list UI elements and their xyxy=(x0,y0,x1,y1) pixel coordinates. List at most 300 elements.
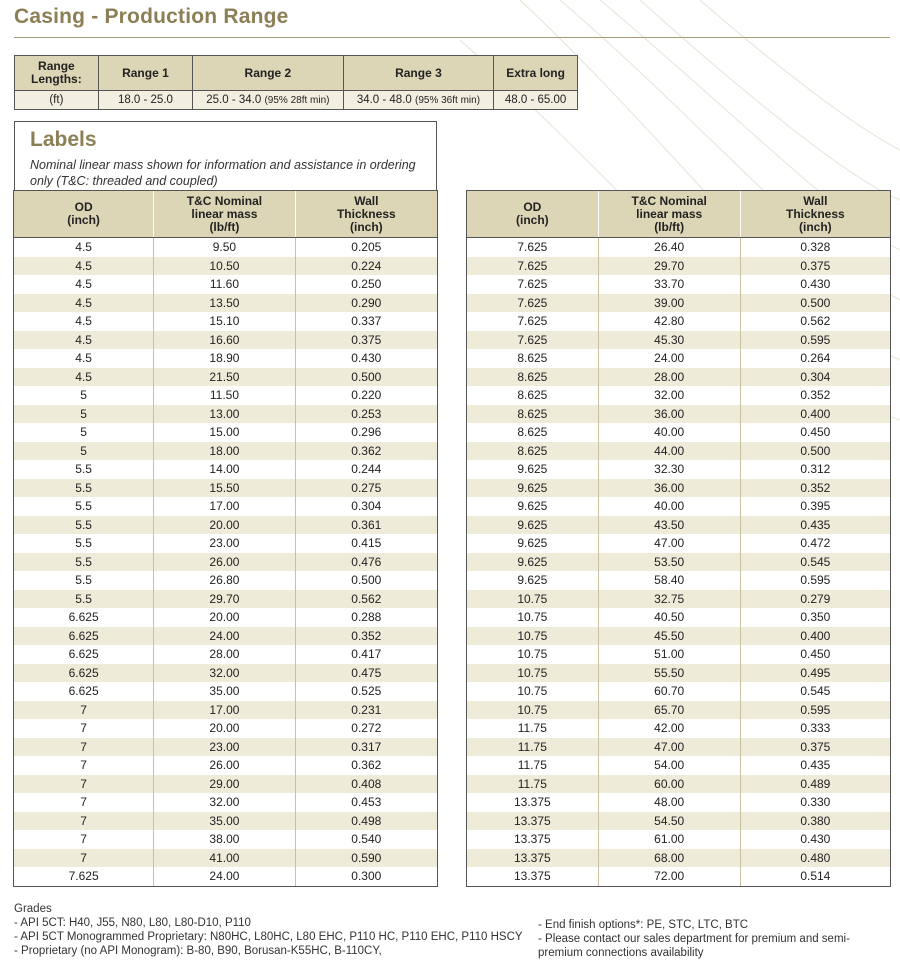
wall-cell: 0.435 xyxy=(740,756,890,775)
mass-cell: 13.50 xyxy=(154,294,295,313)
od-column-header: OD (inch) xyxy=(14,191,154,238)
od-cell: 9.625 xyxy=(517,536,548,551)
range-2-main: 25.0 - 34.0 xyxy=(206,94,262,106)
od-cell: 5 xyxy=(14,405,154,424)
mass-cell: 21.50 xyxy=(154,368,295,387)
mass-cell: 32.30 xyxy=(598,460,740,479)
table-row xyxy=(467,460,890,479)
od-cell: 7 xyxy=(80,721,87,736)
mass-cell: 10.50 xyxy=(154,257,295,276)
mass-cell: 60.70 xyxy=(598,682,740,701)
wall-cell: 0.220 xyxy=(295,386,437,405)
mass-cell: 47.00 xyxy=(598,738,740,757)
table-row xyxy=(14,608,437,627)
od-cell: 7 xyxy=(80,795,87,810)
wall-cell: 0.375 xyxy=(295,331,437,350)
wall-cell: 0.312 xyxy=(740,460,890,479)
wall-cell: 0.500 xyxy=(295,571,437,590)
wall-cell: 0.304 xyxy=(740,368,890,387)
mass-cell: 33.70 xyxy=(598,275,740,294)
od-cell: 7 xyxy=(14,775,154,794)
extra-long-header: Extra long xyxy=(494,56,578,91)
wall-cell: 0.279 xyxy=(740,590,890,609)
table-row xyxy=(467,294,890,313)
table-row xyxy=(467,719,890,738)
table-row xyxy=(467,368,890,387)
wall-cell: 0.250 xyxy=(295,275,437,294)
range-1-header: Range 1 xyxy=(98,56,192,91)
od-cell: 11.75 xyxy=(467,738,598,757)
od-cell: 7 xyxy=(14,812,154,831)
table-row xyxy=(467,516,890,535)
table-row xyxy=(14,479,437,498)
table-row xyxy=(467,830,890,849)
wall-cell: 0.395 xyxy=(740,497,890,516)
wall-cell: 0.417 xyxy=(295,645,437,664)
od-cell: 7 xyxy=(80,832,87,847)
table-row xyxy=(467,775,890,794)
mass-cell: 43.50 xyxy=(598,516,740,535)
wall-cell: 0.330 xyxy=(740,793,890,812)
od-cell: 8.625 xyxy=(517,388,548,403)
od-cell: 13.375 xyxy=(513,869,551,884)
wall-cell: 0.300 xyxy=(295,867,437,886)
wall-column-header: Wall Thickness (inch) xyxy=(740,191,890,238)
mass-cell: 23.00 xyxy=(154,738,295,757)
mass-cell: 14.00 xyxy=(154,460,295,479)
table-row xyxy=(14,331,437,350)
wall-cell: 0.595 xyxy=(740,571,890,590)
mass-cell: 26.00 xyxy=(154,553,295,572)
table-row xyxy=(467,238,890,257)
od-cell: 13.375 xyxy=(467,849,598,868)
mass-cell: 42.00 xyxy=(598,719,740,738)
mass-cell: 20.00 xyxy=(154,719,295,738)
wall-cell: 0.500 xyxy=(740,442,890,461)
wall-cell: 0.430 xyxy=(740,275,890,294)
notes-line-2: - Please contact our sales department for premium and semi-premium connections availability xyxy=(538,933,850,959)
table-row xyxy=(14,590,437,609)
wall-cell: 0.296 xyxy=(295,423,437,442)
wall-cell: 0.415 xyxy=(295,534,437,553)
wall-cell: 0.224 xyxy=(295,257,437,276)
mass-cell: 28.00 xyxy=(598,368,740,387)
table-row xyxy=(14,553,437,572)
table-row xyxy=(14,368,437,387)
range-2-value xyxy=(193,91,344,110)
wall-cell: 0.453 xyxy=(295,793,437,812)
table-row xyxy=(467,608,890,627)
od-cell: 6.625 xyxy=(14,627,154,646)
mass-cell: 15.50 xyxy=(154,479,295,498)
title-divider xyxy=(14,37,890,38)
table-row xyxy=(467,442,890,461)
wall-cell: 0.275 xyxy=(295,479,437,498)
table-row xyxy=(467,645,890,664)
wall-cell: 0.545 xyxy=(740,553,890,572)
table-row xyxy=(14,830,437,849)
wall-cell: 0.500 xyxy=(295,368,437,387)
wall-cell: 0.489 xyxy=(740,775,890,794)
labels-note: Nominal linear mass shown for information and assistance in ordering only (T&C: threaded and coupled) xyxy=(30,158,416,188)
od-cell: 5.5 xyxy=(75,536,92,551)
od-cell: 10.75 xyxy=(467,664,598,683)
mass-cell: 15.10 xyxy=(154,312,295,331)
mass-cell: 26.00 xyxy=(154,756,295,775)
table-row xyxy=(14,534,437,553)
table-header-row xyxy=(467,191,890,238)
od-cell: 5.5 xyxy=(75,499,92,514)
wall-cell: 0.408 xyxy=(295,775,437,794)
range-3-value xyxy=(343,91,494,110)
grades-line-1: - API 5CT: H40, J55, N80, L80, L80-D10, P110 xyxy=(14,917,251,929)
mass-cell: 45.30 xyxy=(598,331,740,350)
table-row xyxy=(14,460,437,479)
range-lengths-header: Range Lengths: xyxy=(15,56,99,91)
mass-cell: 24.00 xyxy=(154,867,295,886)
table-body-right xyxy=(467,238,890,886)
od-cell: 6.625 xyxy=(14,664,154,683)
range-2-header: Range 2 xyxy=(193,56,344,91)
range-lengths-table xyxy=(14,55,578,110)
mass-cell: 29.00 xyxy=(154,775,295,794)
table-row xyxy=(467,405,890,424)
wall-cell: 0.480 xyxy=(740,849,890,868)
table-row xyxy=(14,627,437,646)
wall-cell: 0.562 xyxy=(295,590,437,609)
table-row xyxy=(467,793,890,812)
grades-section xyxy=(14,902,534,958)
od-cell: 4.5 xyxy=(14,331,154,350)
mass-cell: 48.00 xyxy=(598,793,740,812)
wall-cell: 0.562 xyxy=(740,312,890,331)
wall-cell: 0.253 xyxy=(295,405,437,424)
od-cell: 10.75 xyxy=(517,684,548,699)
table-row xyxy=(14,275,437,294)
table-row xyxy=(467,664,890,683)
table-row xyxy=(14,516,437,535)
wall-cell: 0.435 xyxy=(740,516,890,535)
range-values-row xyxy=(15,91,578,110)
range-3-main: 34.0 - 48.0 xyxy=(356,94,412,106)
od-cell: 7 xyxy=(14,701,154,720)
od-cell: 4.5 xyxy=(75,351,92,366)
wall-cell: 0.264 xyxy=(740,349,890,368)
table-row xyxy=(467,534,890,553)
od-cell: 5.5 xyxy=(75,462,92,477)
wall-cell: 0.514 xyxy=(740,867,890,886)
wall-cell: 0.317 xyxy=(295,738,437,757)
table-row xyxy=(14,571,437,590)
od-column-header: OD (inch) xyxy=(467,191,598,238)
od-cell: 7 xyxy=(14,738,154,757)
wall-cell: 0.328 xyxy=(740,238,890,257)
mass-cell: 23.00 xyxy=(154,534,295,553)
od-cell: 4.5 xyxy=(75,240,92,255)
mass-cell: 54.00 xyxy=(598,756,740,775)
wall-cell: 0.244 xyxy=(295,460,437,479)
wall-cell: 0.352 xyxy=(295,627,437,646)
mass-cell: 9.50 xyxy=(154,238,295,257)
od-cell: 6.625 xyxy=(68,684,99,699)
mass-cell: 11.60 xyxy=(154,275,295,294)
od-cell: 11.75 xyxy=(467,775,598,794)
od-cell: 6.625 xyxy=(68,610,99,625)
table-row xyxy=(467,349,890,368)
mass-cell: 11.50 xyxy=(154,386,295,405)
grades-line-3: - Proprietary (no API Monogram): B-80, B90, Borusan-K55HC, B-110CY, xyxy=(14,945,382,957)
wall-cell: 0.361 xyxy=(295,516,437,535)
wall-cell: 0.375 xyxy=(740,257,890,276)
range-unit: (ft) xyxy=(15,91,99,110)
mass-cell: 44.00 xyxy=(598,442,740,461)
table-row xyxy=(14,257,437,276)
od-cell: 11.75 xyxy=(517,721,547,736)
mass-column-header: T&C Nominal linear mass (lb/ft) xyxy=(598,191,740,238)
labels-title: Labels xyxy=(30,128,97,151)
mass-cell: 36.00 xyxy=(598,479,740,498)
mass-cell: 60.00 xyxy=(598,775,740,794)
wall-cell: 0.352 xyxy=(740,386,890,405)
mass-cell: 20.00 xyxy=(154,608,295,627)
od-cell: 7.625 xyxy=(517,314,548,329)
table-row xyxy=(467,312,890,331)
mass-cell: 42.80 xyxy=(598,312,740,331)
table-row xyxy=(467,553,890,572)
wall-cell: 0.545 xyxy=(740,682,890,701)
table-row xyxy=(14,738,437,757)
table-row xyxy=(467,571,890,590)
od-cell: 9.625 xyxy=(467,516,598,535)
table-row xyxy=(14,349,437,368)
labels-box xyxy=(14,121,437,192)
table-row xyxy=(467,756,890,775)
od-cell: 9.625 xyxy=(467,479,598,498)
mass-cell: 32.00 xyxy=(598,386,740,405)
mass-cell: 29.70 xyxy=(154,590,295,609)
table-row xyxy=(14,664,437,683)
wall-cell: 0.272 xyxy=(295,719,437,738)
mass-cell: 40.00 xyxy=(598,423,740,442)
table-row xyxy=(467,479,890,498)
mass-column-header: T&C Nominal linear mass (lb/ft) xyxy=(154,191,295,238)
range-2-note: (95% 28ft min) xyxy=(264,95,330,106)
mass-cell: 68.00 xyxy=(598,849,740,868)
od-cell: 5.5 xyxy=(14,479,154,498)
range-header-row xyxy=(15,56,578,91)
mass-cell: 24.00 xyxy=(598,349,740,368)
table-row xyxy=(14,423,437,442)
table-body-left xyxy=(14,238,437,886)
wall-cell: 0.472 xyxy=(740,534,890,553)
od-cell: 8.625 xyxy=(467,442,598,461)
od-cell: 5 xyxy=(14,442,154,461)
wall-cell: 0.595 xyxy=(740,331,890,350)
od-cell: 7.625 xyxy=(467,294,598,313)
wall-cell: 0.495 xyxy=(740,664,890,683)
table-row xyxy=(14,775,437,794)
table-row xyxy=(467,682,890,701)
od-cell: 5 xyxy=(80,388,87,403)
table-row xyxy=(467,423,890,442)
grades-line-2: - API 5CT Monogrammed Proprietary: N80HC, L80HC, L80 EHC, P110 HC, P110 EHC, P110 HSCY xyxy=(14,931,523,943)
mass-cell: 35.00 xyxy=(154,682,295,701)
range-3-note: (95% 36ft min) xyxy=(415,95,481,106)
mass-cell: 40.00 xyxy=(598,497,740,516)
od-cell: 5.5 xyxy=(75,573,92,588)
od-cell: 4.5 xyxy=(75,277,92,292)
wall-cell: 0.540 xyxy=(295,830,437,849)
mass-cell: 51.00 xyxy=(598,645,740,664)
wall-cell: 0.375 xyxy=(740,738,890,757)
od-cell: 9.625 xyxy=(467,553,598,572)
mass-cell: 15.00 xyxy=(154,423,295,442)
table-row xyxy=(467,386,890,405)
table-row xyxy=(467,497,890,516)
notes-section xyxy=(538,918,894,960)
mass-cell: 65.70 xyxy=(598,701,740,720)
wall-cell: 0.450 xyxy=(740,645,890,664)
od-cell: 7.625 xyxy=(517,240,548,255)
od-cell: 9.625 xyxy=(517,573,548,588)
od-cell: 5 xyxy=(80,425,87,440)
od-cell: 13.375 xyxy=(513,795,551,810)
od-cell: 13.375 xyxy=(513,832,551,847)
table-row xyxy=(14,294,437,313)
mass-cell: 32.00 xyxy=(154,793,295,812)
wall-cell: 0.352 xyxy=(740,479,890,498)
mass-cell: 28.00 xyxy=(154,645,295,664)
mass-cell: 26.80 xyxy=(154,571,295,590)
od-cell: 7.625 xyxy=(467,331,598,350)
wall-cell: 0.362 xyxy=(295,442,437,461)
wall-cell: 0.304 xyxy=(295,497,437,516)
wall-column-header: Wall Thickness (inch) xyxy=(295,191,437,238)
wall-cell: 0.290 xyxy=(295,294,437,313)
wall-cell: 0.430 xyxy=(740,830,890,849)
mass-cell: 61.00 xyxy=(598,830,740,849)
mass-cell: 58.40 xyxy=(598,571,740,590)
mass-cell: 32.00 xyxy=(154,664,295,683)
table-row xyxy=(14,756,437,775)
od-cell: 4.5 xyxy=(14,294,154,313)
od-cell: 11.75 xyxy=(517,758,547,773)
wall-cell: 0.498 xyxy=(295,812,437,831)
od-cell: 10.75 xyxy=(467,590,598,609)
table-row xyxy=(14,238,437,257)
table-row xyxy=(14,405,437,424)
table-row xyxy=(14,497,437,516)
table-row xyxy=(14,386,437,405)
table-row xyxy=(14,682,437,701)
mass-cell: 72.00 xyxy=(598,867,740,886)
table-row xyxy=(14,442,437,461)
wall-cell: 0.288 xyxy=(295,608,437,627)
mass-cell: 45.50 xyxy=(598,627,740,646)
wall-cell: 0.450 xyxy=(740,423,890,442)
mass-cell: 53.50 xyxy=(598,553,740,572)
od-cell: 4.5 xyxy=(14,257,154,276)
wall-cell: 0.475 xyxy=(295,664,437,683)
od-cell: 7.625 xyxy=(68,869,99,884)
mass-cell: 29.70 xyxy=(598,257,740,276)
table-row xyxy=(14,645,437,664)
table-row xyxy=(467,257,890,276)
mass-cell: 18.90 xyxy=(154,349,295,368)
od-cell: 8.625 xyxy=(517,351,548,366)
mass-cell: 24.00 xyxy=(154,627,295,646)
table-row xyxy=(467,275,890,294)
table-row xyxy=(467,849,890,868)
mass-cell: 36.00 xyxy=(598,405,740,424)
wall-cell: 0.350 xyxy=(740,608,890,627)
table-row xyxy=(14,719,437,738)
range-3-header: Range 3 xyxy=(343,56,494,91)
od-cell: 7.625 xyxy=(517,277,548,292)
wall-cell: 0.380 xyxy=(740,812,890,831)
od-cell: 7.625 xyxy=(467,257,598,276)
mass-cell: 17.00 xyxy=(154,497,295,516)
table-row xyxy=(467,331,890,350)
mass-cell: 32.75 xyxy=(598,590,740,609)
mass-cell: 54.50 xyxy=(598,812,740,831)
mass-cell: 39.00 xyxy=(598,294,740,313)
mass-cell: 18.00 xyxy=(154,442,295,461)
table-row xyxy=(14,812,437,831)
od-cell: 8.625 xyxy=(467,368,598,387)
table-row xyxy=(467,590,890,609)
mass-cell: 16.60 xyxy=(154,331,295,350)
wall-cell: 0.400 xyxy=(740,405,890,424)
od-cell: 13.375 xyxy=(467,812,598,831)
extra-long-value: 48.0 - 65.00 xyxy=(494,91,578,110)
table-row xyxy=(467,701,890,720)
mass-cell: 17.00 xyxy=(154,701,295,720)
wall-cell: 0.500 xyxy=(740,294,890,313)
table-row xyxy=(14,849,437,868)
wall-cell: 0.430 xyxy=(295,349,437,368)
mass-cell: 26.40 xyxy=(598,238,740,257)
od-cell: 7 xyxy=(80,758,87,773)
od-cell: 8.625 xyxy=(517,425,548,440)
wall-cell: 0.590 xyxy=(295,849,437,868)
table-row xyxy=(467,867,890,886)
od-cell: 6.625 xyxy=(68,647,99,662)
page-title: Casing - Production Range xyxy=(14,5,289,28)
od-cell: 4.5 xyxy=(75,314,92,329)
mass-cell: 20.00 xyxy=(154,516,295,535)
mass-cell: 47.00 xyxy=(598,534,740,553)
wall-cell: 0.231 xyxy=(295,701,437,720)
wall-cell: 0.595 xyxy=(740,701,890,720)
table-row xyxy=(14,701,437,720)
mass-cell: 13.00 xyxy=(154,405,295,424)
od-cell: 10.75 xyxy=(517,647,548,662)
table-row xyxy=(467,812,890,831)
od-cell: 10.75 xyxy=(517,610,548,625)
od-cell: 5.5 xyxy=(14,553,154,572)
mass-cell: 55.50 xyxy=(598,664,740,683)
wall-cell: 0.400 xyxy=(740,627,890,646)
wall-cell: 0.337 xyxy=(295,312,437,331)
mass-cell: 41.00 xyxy=(154,849,295,868)
mass-cell: 38.00 xyxy=(154,830,295,849)
od-cell: 10.75 xyxy=(467,627,598,646)
casing-table-left xyxy=(14,191,437,886)
range-1-value: 18.0 - 25.0 xyxy=(98,91,192,110)
mass-cell: 35.00 xyxy=(154,812,295,831)
od-cell: 5.5 xyxy=(14,590,154,609)
